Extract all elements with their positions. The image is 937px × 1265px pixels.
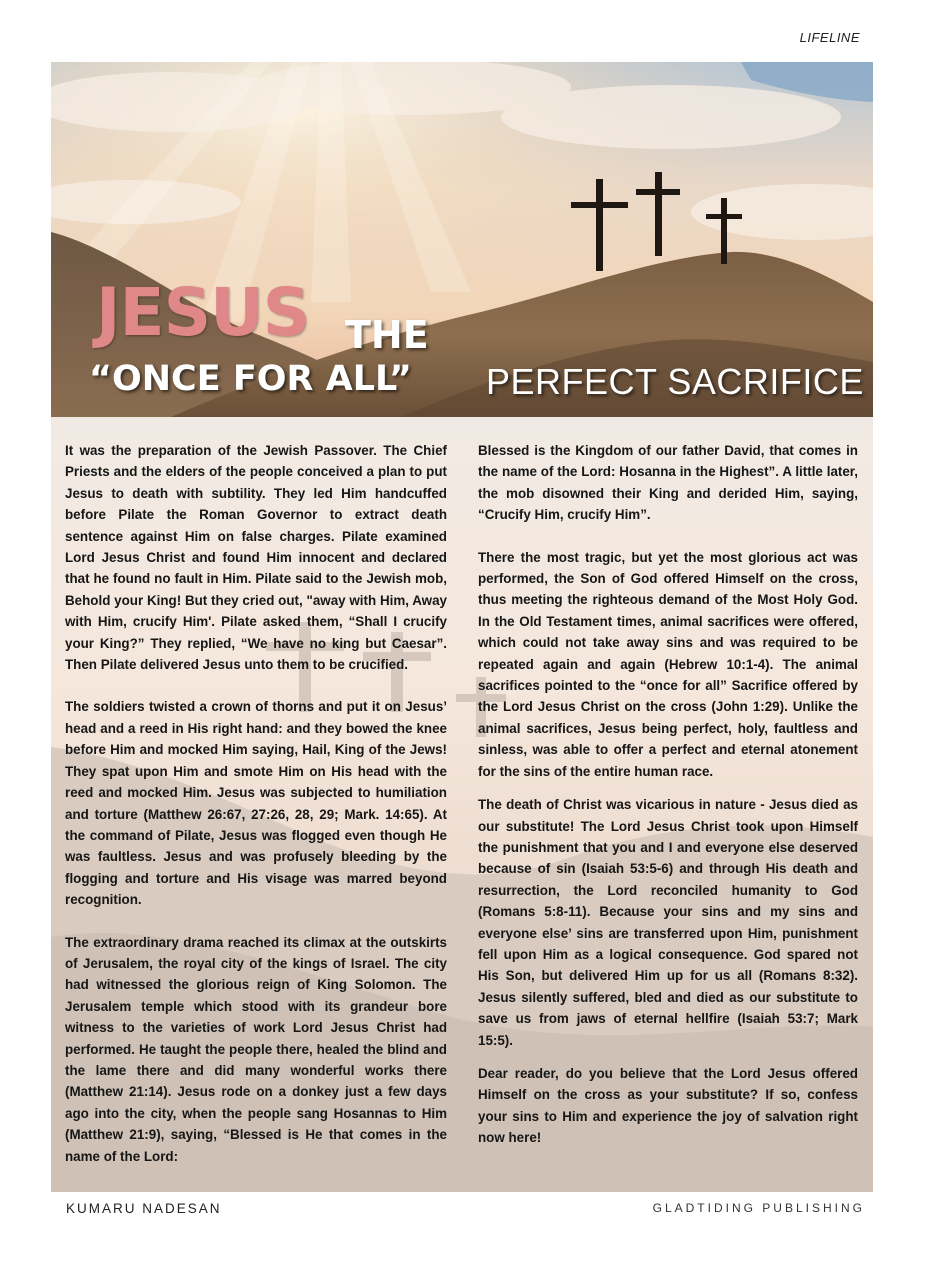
article-paragraph: Dear reader, do you believe that the Lord Jesus offered Himself on the cross as your substitute? If so, confess your sins to Him and experience the joy of salvation right now here!: [478, 1065, 858, 1146]
article-paragraph: The death of Christ was vicarious in nature - Jesus died as our substitute! The Lord Jesus Christ took upon Himself the punishment that you and I and everyone else deserved because of sin (Isaiah 53:5-6) and through His death and resurrection, the Lord reconciled humanity to God (Romans 5:8-11). Because your sins and my sins and everyone else’ sins are transferred upon Him, punishment fell upon Him as a logical consequence. God spared not His Son, but delivered Him up for us all (Romans 8:32). Jesus silently suffered, bled and died as our substitute to save us from jaws of eternal hellfire (Isaiah 53:7; Mark 15:5).: [478, 797, 858, 1048]
article-paragraph: It was the preparation of the Jewish Passover. The Chief Priests and the elders of the people conceived a plan to put Jesus to death with subtility. They led Him handcuffed before Pilate the Roman Governor to extract death sentence against Him on false charges. Pilate examined Lord Jesus Christ and found Him innocent and declared that he found no fault in Him. Pilate said to the Jewish mob, Behold your King! But they cried out, "away with Him, Away with Him, crucify Him'. Pilate asked them, “Shall I crucify your King?” They replied, “We have no king but Caesar”. Then Pilate delivered Jesus unto them to be crucified.: [65, 443, 447, 673]
author-name: KUMARU NADESAN: [66, 1201, 222, 1216]
title-the: THE: [345, 313, 429, 357]
article-column-left: [65, 440, 447, 1167]
article-paragraph: There the most tragic, but yet the most glorious act was performed, the Son of God offered Himself on the cross, thus meeting the righteous demand of the Most Holy God. In the Old Testament times, animal sacrifices were offered, which could not take away sins and was required to be repeated again and again (Hebrew 10:1-4). The animal sacrifices pointed to the “once for all” Sacrifice offered by the Lord Jesus Christ on the cross (John 1:29). Unlike the animal sacrifices, Jesus being perfect, holy, faultless and sinless, was able to offer a perfect and eternal atonement for the sins of the entire human race.: [478, 549, 858, 779]
magazine-name: LIFELINE: [799, 30, 860, 45]
article-column-right: [478, 440, 858, 1149]
article-paragraph: The soldiers twisted a crown of thorns and put it on Jesus’ head and a reed in His right hand: and they bowed the knee before Him and mocked Him saying, Hail, King of the Jews! They spat upon Him and smote Him on His head with the reed and mocked Him. Jesus was subjected to humiliation and torture (Matthew 26:67, 27:26, 28, 29; Mark. 14:65). At the command of Pilate, Jesus was flogged even though He was faultless. Jesus and was profusely bleeding by the flogging and torture and His visage was marred beyond recognition.: [65, 699, 447, 908]
title-jesus: JESUS: [96, 274, 310, 351]
title-once-for-all: “ONCE FOR ALL”: [89, 359, 412, 399]
article-paragraph: The extraordinary drama reached its climax at the outskirts of Jerusalem, the royal city of the kings of Israel. The city had witnessed the glorious reign of King Solomon. The Jerusalem temple which stood with its grandeur bore witness to the varieties of work Lord Jesus Christ had performed. He taught the people there, healed the blind and the lame there and did many wonderful works there (Matthew 21:14). Jesus rode on a donkey just a few days ago into the city, when the people sang Hosannas to Him (Matthew 21:9), saying, “Blessed is He that comes in the name of the Lord:: [65, 934, 447, 1164]
publisher-name: GLADTIDING PUBLISHING: [652, 1201, 865, 1215]
article-paragraph: Blessed is the Kingdom of our father David, that comes in the name of the Lord: Hosanna in the Highest”. A little later, the mob disowned their King and derided Him, saying, “Crucify Him, crucify Him”.: [478, 443, 858, 523]
title-perfect-sacrifice: PERFECT SACRIFICE: [486, 361, 864, 402]
